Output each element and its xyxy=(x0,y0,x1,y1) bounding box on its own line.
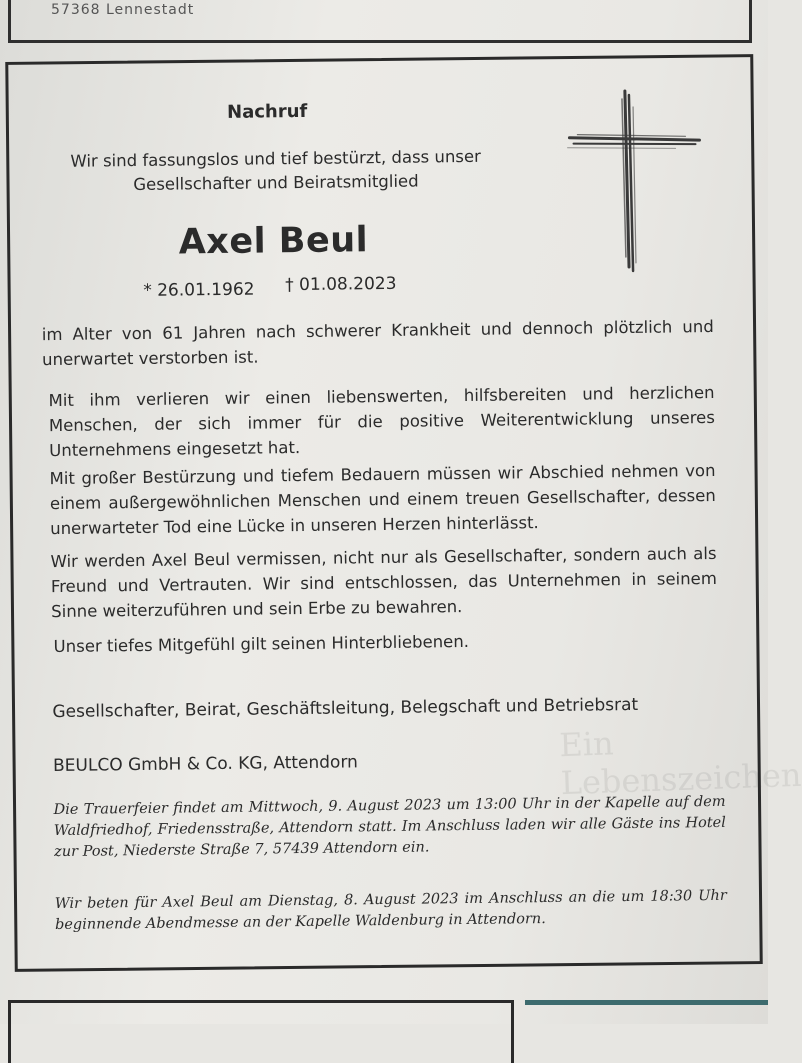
paragraph-2: Mit ihm verlieren wir einen liebenswerten, hilfsbereiten und herzlichen Menschen, der sich immer für die positive Weiterentwicklung unseres Unternehmens eingesetzt hat. xyxy=(48,382,715,461)
mass-notice: Wir beten für Axel Beul am Dienstag, 8. August 2023 im Anschluss an die um 18:30 Uhr beginnende Abendmesse an der Kapelle Waldenburg in Attendorn. xyxy=(54,887,727,934)
deceased-name: Axel Beul xyxy=(178,220,369,263)
cross-icon xyxy=(565,86,707,278)
intro-line-2: Gesellschafter und Beiratsmitglied xyxy=(133,171,419,195)
birth-date: * 26.01.1962 xyxy=(143,279,255,301)
next-ad-frame xyxy=(8,1000,514,1063)
death-date: † 01.08.2023 xyxy=(285,273,397,296)
paragraph-1: im Alter von 61 Jahren nach schwerer Krankheit und dennoch plötzlich und unerwartet verstorben ist. xyxy=(41,316,714,370)
paragraph-3: Mit großer Bestürzung und tiefem Bedauern müssen wir Abschied nehmen von einem außergewöhnlichen Menschen und einem treuen Gesellschafter, dessen unerwarteter Tod eine Lücke in unseren Herzen hinterlässt. xyxy=(49,460,716,539)
paragraph-5: Unser tiefes Mitgefühl gilt seinen Hinterbliebenen. xyxy=(53,631,470,657)
next-ad-rule xyxy=(525,1000,768,1005)
obituary-title: Nachruf xyxy=(226,100,308,123)
funeral-notice: Die Trauerfeier findet am Mittwoch, 9. August 2023 um 13:00 Uhr in der Kapelle auf dem Waldfriedhof, Friedensstraße, Attendorn statt. Im Anschluss laden wir alle Gäste ins Hotel zur Post, Niederste Straße 7, 57439 Attendorn ein. xyxy=(53,793,726,861)
bleed-through-text: Ein Lebenszeichen xyxy=(558,724,802,803)
paragraph-4: Wir werden Axel Beul vermissen, nicht nur als Gesellschafter, sondern auch als Freund und Vertrauten. Wir sind entschlossen, das Unternehmen in seinem Sinne weiterzuführen und sein Erbe zu bewahren. xyxy=(50,543,717,622)
company-name: BEULCO GmbH & Co. KG, Attendorn xyxy=(52,752,358,777)
signers-line: Gesellschafter, Beirat, Geschäftsleitung, Belegschaft und Betriebsrat xyxy=(52,694,639,723)
intro-text xyxy=(36,144,517,198)
previous-ad-text: 57368 Lennestadt xyxy=(51,2,195,18)
intro-line-1: Wir sind fassungslos und tief bestürzt, dass unser xyxy=(70,146,482,171)
